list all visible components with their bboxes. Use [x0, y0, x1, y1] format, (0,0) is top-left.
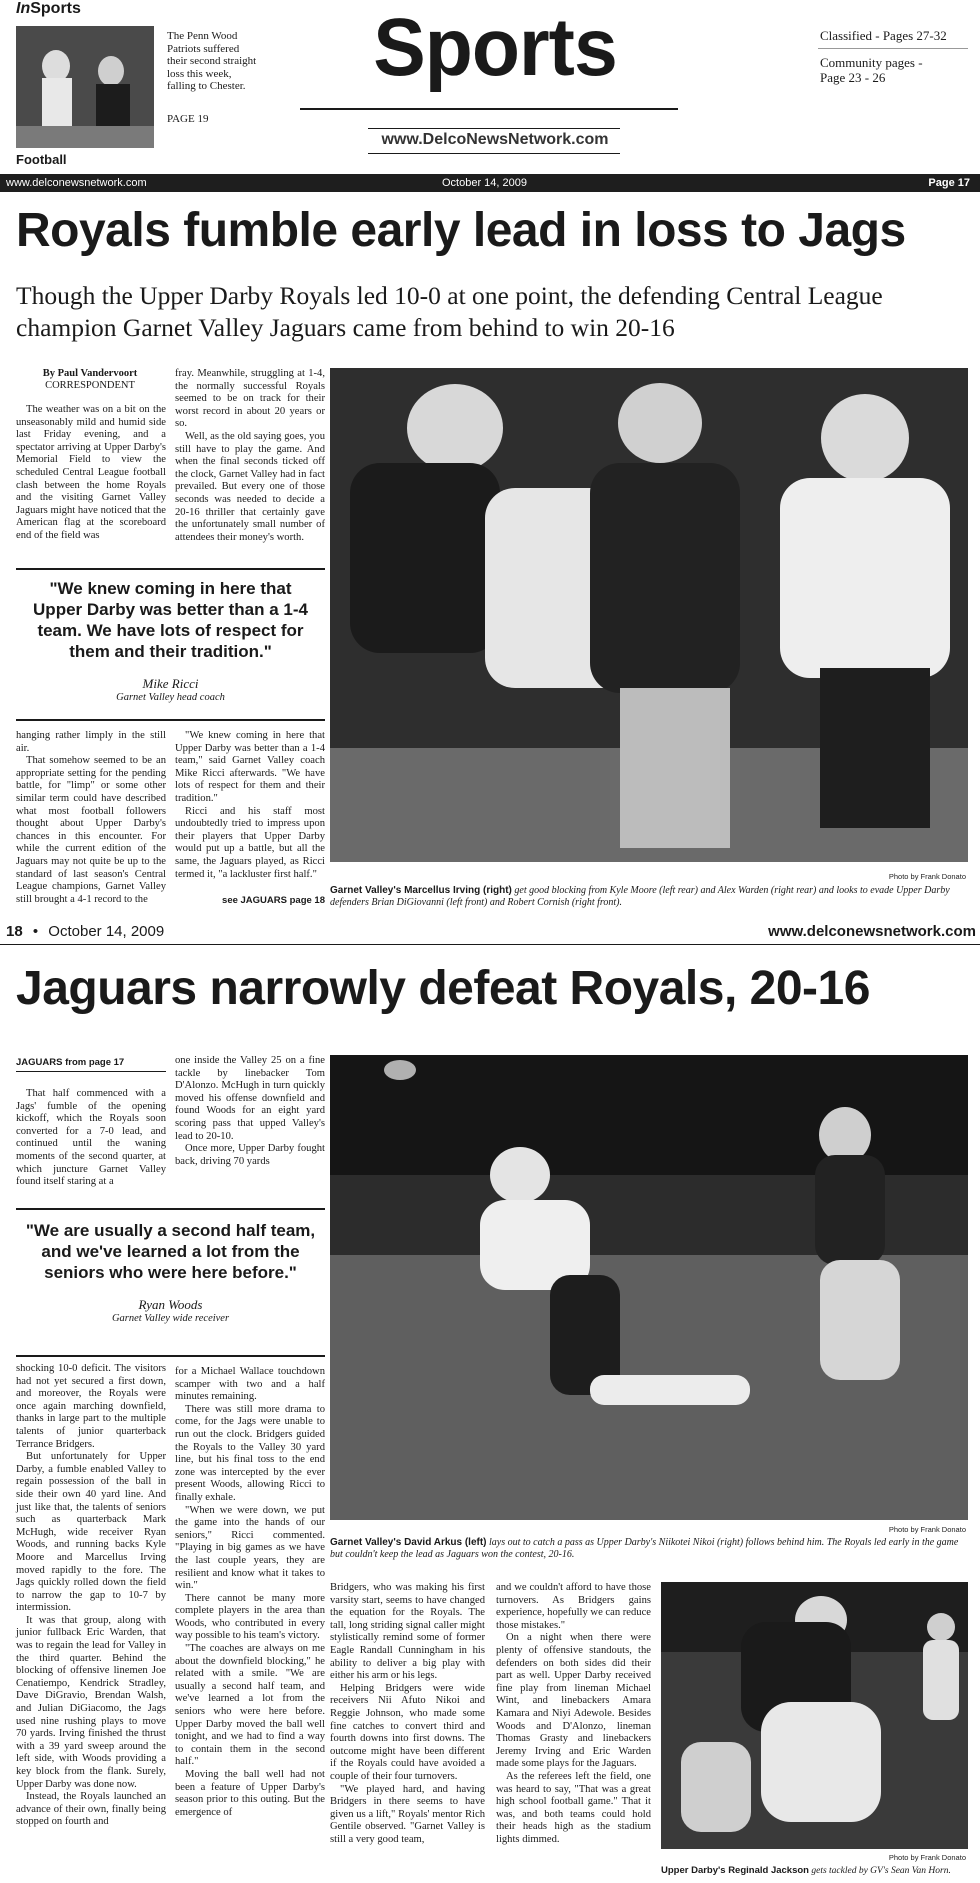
football-action-image: [330, 368, 968, 862]
byline-role: CORRESPONDENT: [45, 380, 135, 391]
story2-second-photo: [661, 1582, 968, 1849]
story1-col2-top: fray. Meanwhile, struggling at 1-4, the normally successful Royals seemed to be on track for their worst record in about 20 years or so. Well, as the old saying goes, you still have to play the game. And when the final seconds ticked off the clock, Garnet Valley had in fact prevailed. But every one of those seconds was needed to decide a 20-16 thriller that certainly gave the unfortunately small number of attendees their money's worth.: [175, 368, 325, 543]
teaser-text: The Penn Wood Patriots suffered their second straight loss this week, falling to Chester.: [167, 30, 257, 92]
pullquote2-name: Ryan Woods: [138, 1297, 203, 1312]
bar-page: Page 17: [928, 177, 970, 189]
logo-rule: [300, 108, 678, 110]
story2-main-photo: [330, 1055, 968, 1520]
story1-col1-bottom: hanging rather limply in the still air. That somehow seemed to be an appropriate setting for the pending battle, for "limp" or some other similar term could have described what most football followers thought about Upper Darby's chances in this encounter. For while the current edition of the Jaguars may not quite be up to the standard of last season's Central League champions, Garnet Valley still brought a 4-1 record to the: [16, 730, 166, 905]
pullquote2-rule-top: [16, 1208, 325, 1210]
story2-photo2-credit: Photo by Frank Donato: [888, 1853, 966, 1862]
jump-from-rule: [16, 1071, 166, 1072]
pullquote1-text: "We knew coming in here that Upper Darby was better than a 1-4 team. We have lots of respect for them and their tradition.": [33, 579, 308, 661]
story2-col1-top: That half commenced with a Jags' fumble of the opening kickoff, which the Royals soon converted for a 7-0 lead, and continued until the waning moments of the second quarter, at which juncture Garnet Valley found itself staring at a: [16, 1088, 166, 1188]
story2-col3: Bridgers, who was making his first varsity start, seems to have changed the equation for the Royals. The tall, long striding signal caller might stylistically remind some of former Eagle Randall Cunningham in his ability to deliver a big play with either his arm or his legs. Helping Bridgers were wide receivers Nii Afuto Nikoi and Reggie Johnson, who made some fine catches to convert third and fourth downs into first downs. The outcome might have been different if the Royals could have avoided a couple of their four turnovers. "We played hard, and having Bridgers in there seems to have given us a lift," Royals' mentor Rich Gentile observed. "Garnet Valley is still a very good team,: [330, 1582, 485, 1845]
pullquote2: [16, 1220, 325, 1324]
byline-name: By Paul Vandervoort: [42, 368, 138, 379]
story1-photo-credit: Photo by Frank Donato: [888, 872, 966, 881]
jump-line: see JAGUARS page 18: [222, 895, 325, 906]
pullquote2-role: Garnet Valley wide receiver: [111, 1313, 230, 1324]
teaser-category: Football: [16, 152, 67, 167]
football-catch-image: [330, 1055, 968, 1520]
story2-photo1-credit: Photo by Frank Donato: [888, 1525, 966, 1534]
masthead-url: www.DelcoNewsNetwork.com: [381, 131, 609, 148]
page18-left: 18 • October 14, 2009: [6, 923, 165, 940]
jump-from: JAGUARS from page 17: [16, 1057, 125, 1068]
story2-headline: Jaguars narrowly defeat Royals, 20-16: [16, 962, 870, 1015]
bar-website: www.delconewsnetwork.com: [6, 177, 147, 189]
story2-col1-bottom: shocking 10-0 deficit. The visitors had not yet secured a first down, and moreover, the Royals were once again marching downfield, thanks in large part to the multiple talents of junior quarterback Terrance Bridgers. But unfortunately for Upper Darby, a fumble enabled Valley to regain possession of the ball in side their own 40 yard line. And just like that, the talents of seniors such as quarterback Mark McHugh, wide receiver Ryan Woods, and running backs Kyle Moore and Marcellus Irving moved rapidly to the fore. The Jags quickly rolled down the field to narrow the gap to 10-7 by intermission. It was that group, along with junior fullback Eric Warden, that was to regain the lead for Valley in the third quarter. Behind the blocking of offensive linemen Joe Cenatiempo, Kendrick Stradley, Dave DiGravio, Brendan Walsh, and Julian DiGiacomo, the Jags used nine rushing plays to move 70 yards. Irving finished the thrust with a 39 yard sweep around the left side, with Woods providing a key block from the flank. Surely, Upper Darby was done now. Instead, the Royals launched an advance of their own, finally being stopped on fourth and: [16, 1363, 166, 1828]
pullquote2-text: "We are usually a second half team, and we've learned a lot from the seniors who were here before.": [25, 1221, 316, 1282]
football-tackle-image: [661, 1582, 968, 1849]
pullquote1-name: Mike Ricci: [142, 676, 199, 691]
story1-col2-bottom: "We knew coming in here that Upper Darby was better than a 1-4 team," said Garnet Valley coach Mike Ricci afterwards. "We have lots of respect for them and their tradition." Ricci and his staff most undoubtedly tried to impress upon their players that Upper Darby would put up a battle, but all the same, the Jaguars played, as Ricci termed it, "a lackluster first half.": [175, 730, 325, 880]
story1-headline: Royals fumble early lead in loss to Jags: [16, 204, 906, 257]
url-rule-top: [368, 128, 620, 129]
story2-photo1-caption: Garnet Valley's David Arkus (left) lays out to catch a pass as Upper Darby's Niikotei Nikoi (right) follows behind him. The Royals led early in the game but couldn't keep the lead as Jaguars won the contest, 20-16.: [330, 1537, 959, 1560]
index-classified: Classified - Pages 27-32: [820, 28, 947, 43]
story2-col2-bottom: for a Michael Wallace touchdown scamper with two and a half minutes remaining. There was still more drama to come, for the Jags were unable to run out the clock. Bridgers guided the Royals to the Valley 30 yard line, but his final toss to the end zone was intercepted by the ever present Woods, allowing Ricci to finally exhale. "When we were down, we put the game into the hands of our seniors," Ricci commented. "Playing in big games as we have the last couple years, they are resilient and know what it takes to win." There cannot be many more complete players in the area than Woods, who contributed in every way possible to his team's victory. "The coaches are always on me about the downfield blocking," he related with a smile. "We are usually a second half team, and we've learned a lot from the seniors who were here before. Upper Darby moved the ball well tonight, and we had to find a way to contain them in the second half." Moving the ball well had not been a feature of Upper Darby's season prior to this outing. But the emergence of: [175, 1366, 325, 1818]
page18-rule: [0, 944, 980, 945]
pullquote2-rule-bottom: [16, 1355, 325, 1357]
bar-date: October 14, 2009: [442, 177, 528, 189]
pullquote1-rule-bottom: [16, 719, 325, 721]
story2-photo2-caption: Upper Darby's Reginald Jackson gets tackled by GV's Sean Van Horn.: [661, 1865, 951, 1876]
story1-main-photo: [330, 368, 968, 862]
pullquote1-rule-top: [16, 568, 325, 570]
masthead: [0, 0, 980, 174]
byline: [16, 368, 164, 392]
index-rule: [818, 48, 968, 49]
page18-bar: [0, 921, 980, 945]
story1-photo-caption: Garnet Valley's Marcellus Irving (right) get good blocking from Kyle Moore (left rear) and Alex Warden (right rear) and looks to evade Upper Darby defenders Brian DiGiovanni (left front) and Robert Cornish (right front).: [330, 885, 950, 908]
story2-col2-top: one inside the Valley 25 on a fine tackle by linebacker Tom D'Alonzo. McHugh in turn quickly moved his offense downfield and found Woods for an eight yard scoring pass that upped Valley's lead to 20-10. Once more, Upper Darby fought back, driving 70 yards: [175, 1055, 325, 1167]
section-tag: InSports: [16, 0, 81, 17]
page18-website: www.delconewsnetwork.com: [768, 923, 976, 940]
page17-bar: [0, 174, 980, 192]
index-community: Community pages - Page 23 - 26: [820, 55, 923, 85]
teaser-photo: [16, 26, 154, 148]
url-rule-bottom: [368, 153, 620, 154]
teaser-page: PAGE 19: [167, 113, 209, 125]
sports-logo: Sports: [373, 2, 617, 93]
football-players-image: [16, 26, 154, 148]
story1-col1-top: The weather was on a bit on the unseasonably mild and humid side last Friday evening, and a spectator arriving at Upper Darby's Memorial Field to view the scheduled Central League football clash between the home Royals and the visiting Garnet Valley Jaguars might have noticed that the American flag at the scoreboard end of the field was: [16, 404, 166, 541]
story2-col4: and we couldn't afford to have those turnovers. As Bridgers gains experience, hopefully we can reduce those mistakes." On a night when there were plenty of offensive standouts, the defenders on both sides did their part as well. Upper Darby received fine play from lineman Michael Wint, and linebackers Amara Kamara and Niyi Adewole. Besides Woods and D'Alonzo, lineman Thomas Grasty and linebackers Jeremy Irving and Eric Warden made some plays for the Jaguars. As the referees left the field, one was heard to say, "That was a great high school football game." That it was, and both teams could hold their heads high as the stadium lights dimmed.: [496, 1582, 651, 1845]
pullquote1: [16, 578, 325, 703]
pullquote1-role: Garnet Valley head coach: [116, 692, 225, 703]
story1-deck: Though the Upper Darby Royals led 10-0 at one point, the defending Central League champion Garnet Valley Jaguars came from behind to win 20-16: [16, 281, 883, 342]
